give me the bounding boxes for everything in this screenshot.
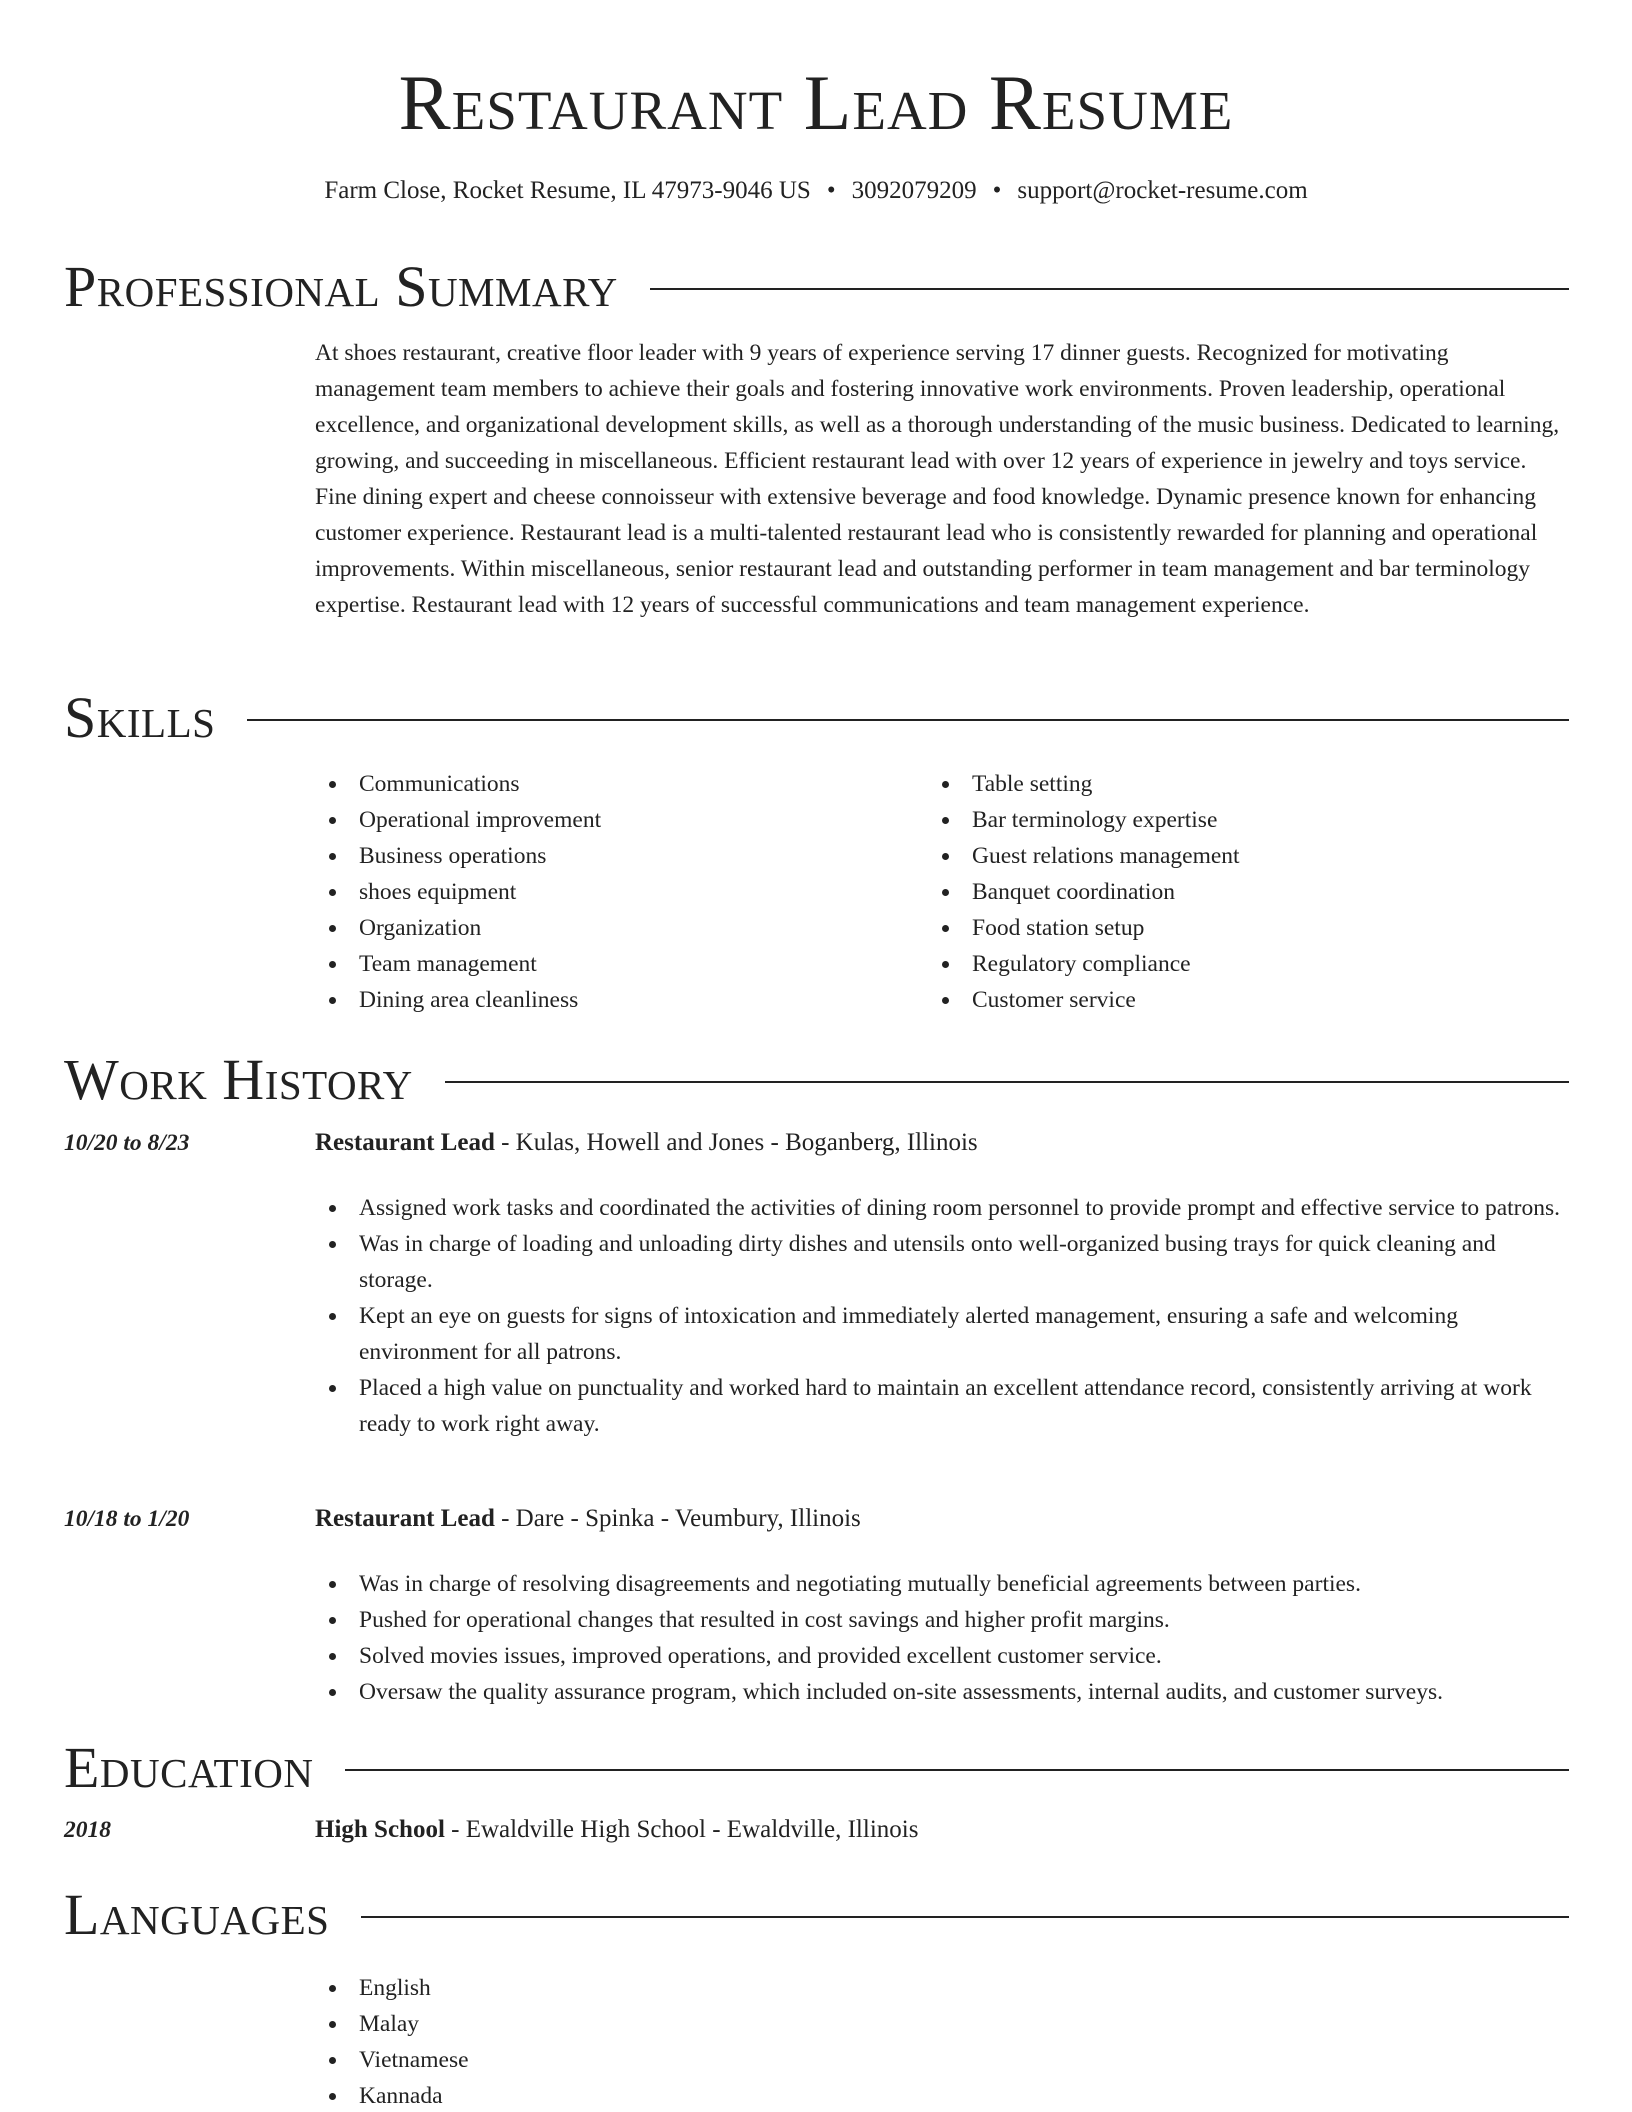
education-heading: Education (64, 1735, 314, 1800)
contact-separator: • (992, 177, 1002, 204)
section-divider (650, 288, 1569, 290)
skills-heading: Skills (64, 685, 216, 750)
section-divider (345, 1769, 1569, 1771)
job-bullet-item: Oversaw the quality assurance program, which included on-site assessments, internal audits, and customer surveys. (315, 1674, 1570, 1710)
work-heading: Work History (64, 1047, 413, 1112)
skills-section-header (64, 683, 1569, 753)
job-details: - Dare - Spinka - Veumbury, Illinois (494, 1505, 861, 1532)
skill-item: Banquet coordination (928, 874, 1528, 910)
skill-item: Business operations (315, 838, 915, 874)
skill-item: Operational improvement (315, 802, 915, 838)
job-bullet-item: Assigned work tasks and coordinated the activities of dining room personnel to provide prompt and effective service to patrons. (315, 1190, 1570, 1226)
job-bullet-item: Was in charge of resolving disagreements and negotiating mutually beneficial agreements between parties. (315, 1566, 1570, 1602)
skill-item: Dining area cleanliness (315, 982, 915, 1018)
job-dates: 10/20 to 8/23 (64, 1130, 190, 1156)
job-details: - Kulas, Howell and Jones - Boganberg, Illinois (494, 1129, 978, 1156)
language-item: Kannada (315, 2078, 915, 2112)
contact-address: Farm Close, Rocket Resume, IL 47973-9046 US (324, 177, 811, 204)
skill-item: Organization (315, 910, 915, 946)
skill-item: Regulatory compliance (928, 946, 1528, 982)
job-bullet-item: Pushed for operational changes that resulted in cost savings and higher profit margins. (315, 1602, 1570, 1638)
skill-item: Customer service (928, 982, 1528, 1018)
job-title: Restaurant Lead (315, 1505, 495, 1532)
summary-heading: Professional Summary (64, 254, 618, 319)
section-divider (445, 1081, 1569, 1083)
contact-email: support@rocket-resume.com (1017, 177, 1308, 204)
job-title: Restaurant Lead (315, 1129, 495, 1156)
skill-item: Team management (315, 946, 915, 982)
education-degree: High School (315, 1816, 445, 1843)
skill-item: Guest relations management (928, 838, 1528, 874)
education-details: - Ewaldville High School - Ewaldville, Illinois (444, 1816, 919, 1843)
job-bullet-item: Placed a high value on punctuality and worked hard to maintain an excellent attendance record, consistently arriving at work ready to work right away. (315, 1370, 1570, 1442)
job-heading (315, 1125, 978, 1161)
languages-section-header (64, 1880, 1569, 1950)
education-section-header (64, 1733, 1569, 1803)
job-bullets (315, 1566, 1570, 1710)
language-item: Vietnamese (315, 2042, 915, 2078)
education-year: 2018 (64, 1817, 111, 1843)
language-item: English (315, 1970, 915, 2006)
skills-list-left (315, 766, 915, 1018)
job-dates: 10/18 to 1/20 (64, 1506, 190, 1532)
work-section-header (64, 1045, 1569, 1115)
skill-item: Bar terminology expertise (928, 802, 1528, 838)
languages-heading: Languages (64, 1882, 330, 1947)
skills-list-right (928, 766, 1528, 1018)
languages-list (315, 1970, 915, 2112)
skill-item: shoes equipment (315, 874, 915, 910)
contact-line (0, 174, 1632, 208)
job-bullet-item: Solved movies issues, improved operations, and provided excellent customer service. (315, 1638, 1570, 1674)
contact-separator: • (826, 177, 836, 204)
education-line (315, 1812, 918, 1848)
job-bullet-item: Was in charge of loading and unloading dirty dishes and utensils onto well-organized busing trays for quick cleaning and storage. (315, 1226, 1570, 1298)
job-heading (315, 1501, 861, 1537)
job-bullets (315, 1190, 1570, 1442)
contact-phone: 3092079209 (851, 177, 977, 204)
language-item: Malay (315, 2006, 915, 2042)
job-bullet-item: Kept an eye on guests for signs of intoxication and immediately alerted management, ensuring a safe and welcoming environment for all patrons. (315, 1298, 1570, 1370)
skill-item: Food station setup (928, 910, 1528, 946)
skill-item: Communications (315, 766, 915, 802)
skill-item: Table setting (928, 766, 1528, 802)
summary-section-header (64, 252, 1569, 322)
section-divider (247, 719, 1569, 721)
resume-title: Restaurant Lead Resume (398, 59, 1234, 146)
section-divider (361, 1916, 1569, 1918)
summary-text: At shoes restaurant, creative floor leader with 9 years of experience serving 17 dinner guests. Recognized for motivating management team members to achieve their goals and fostering innovative work environments. Proven leadership, operational excellence, and organizational development skills, as well as a thorough understanding of the music business. Dedicated to learning, growing, and succeeding in miscellaneous. Efficient restaurant lead with over 12 years of experience in jewelry and toys service. Fine dining expert and cheese connoisseur with extensive beverage and food knowledge. Dynamic presence known for enhancing customer experience. Restaurant lead is a multi-talented restaurant lead who is consistently rewarded for planning and operational improvements. Within miscellaneous, senior restaurant lead and outstanding performer in team management and bar terminology expertise. Restaurant lead with 12 years of successful communications and team management experience. (315, 340, 1560, 618)
